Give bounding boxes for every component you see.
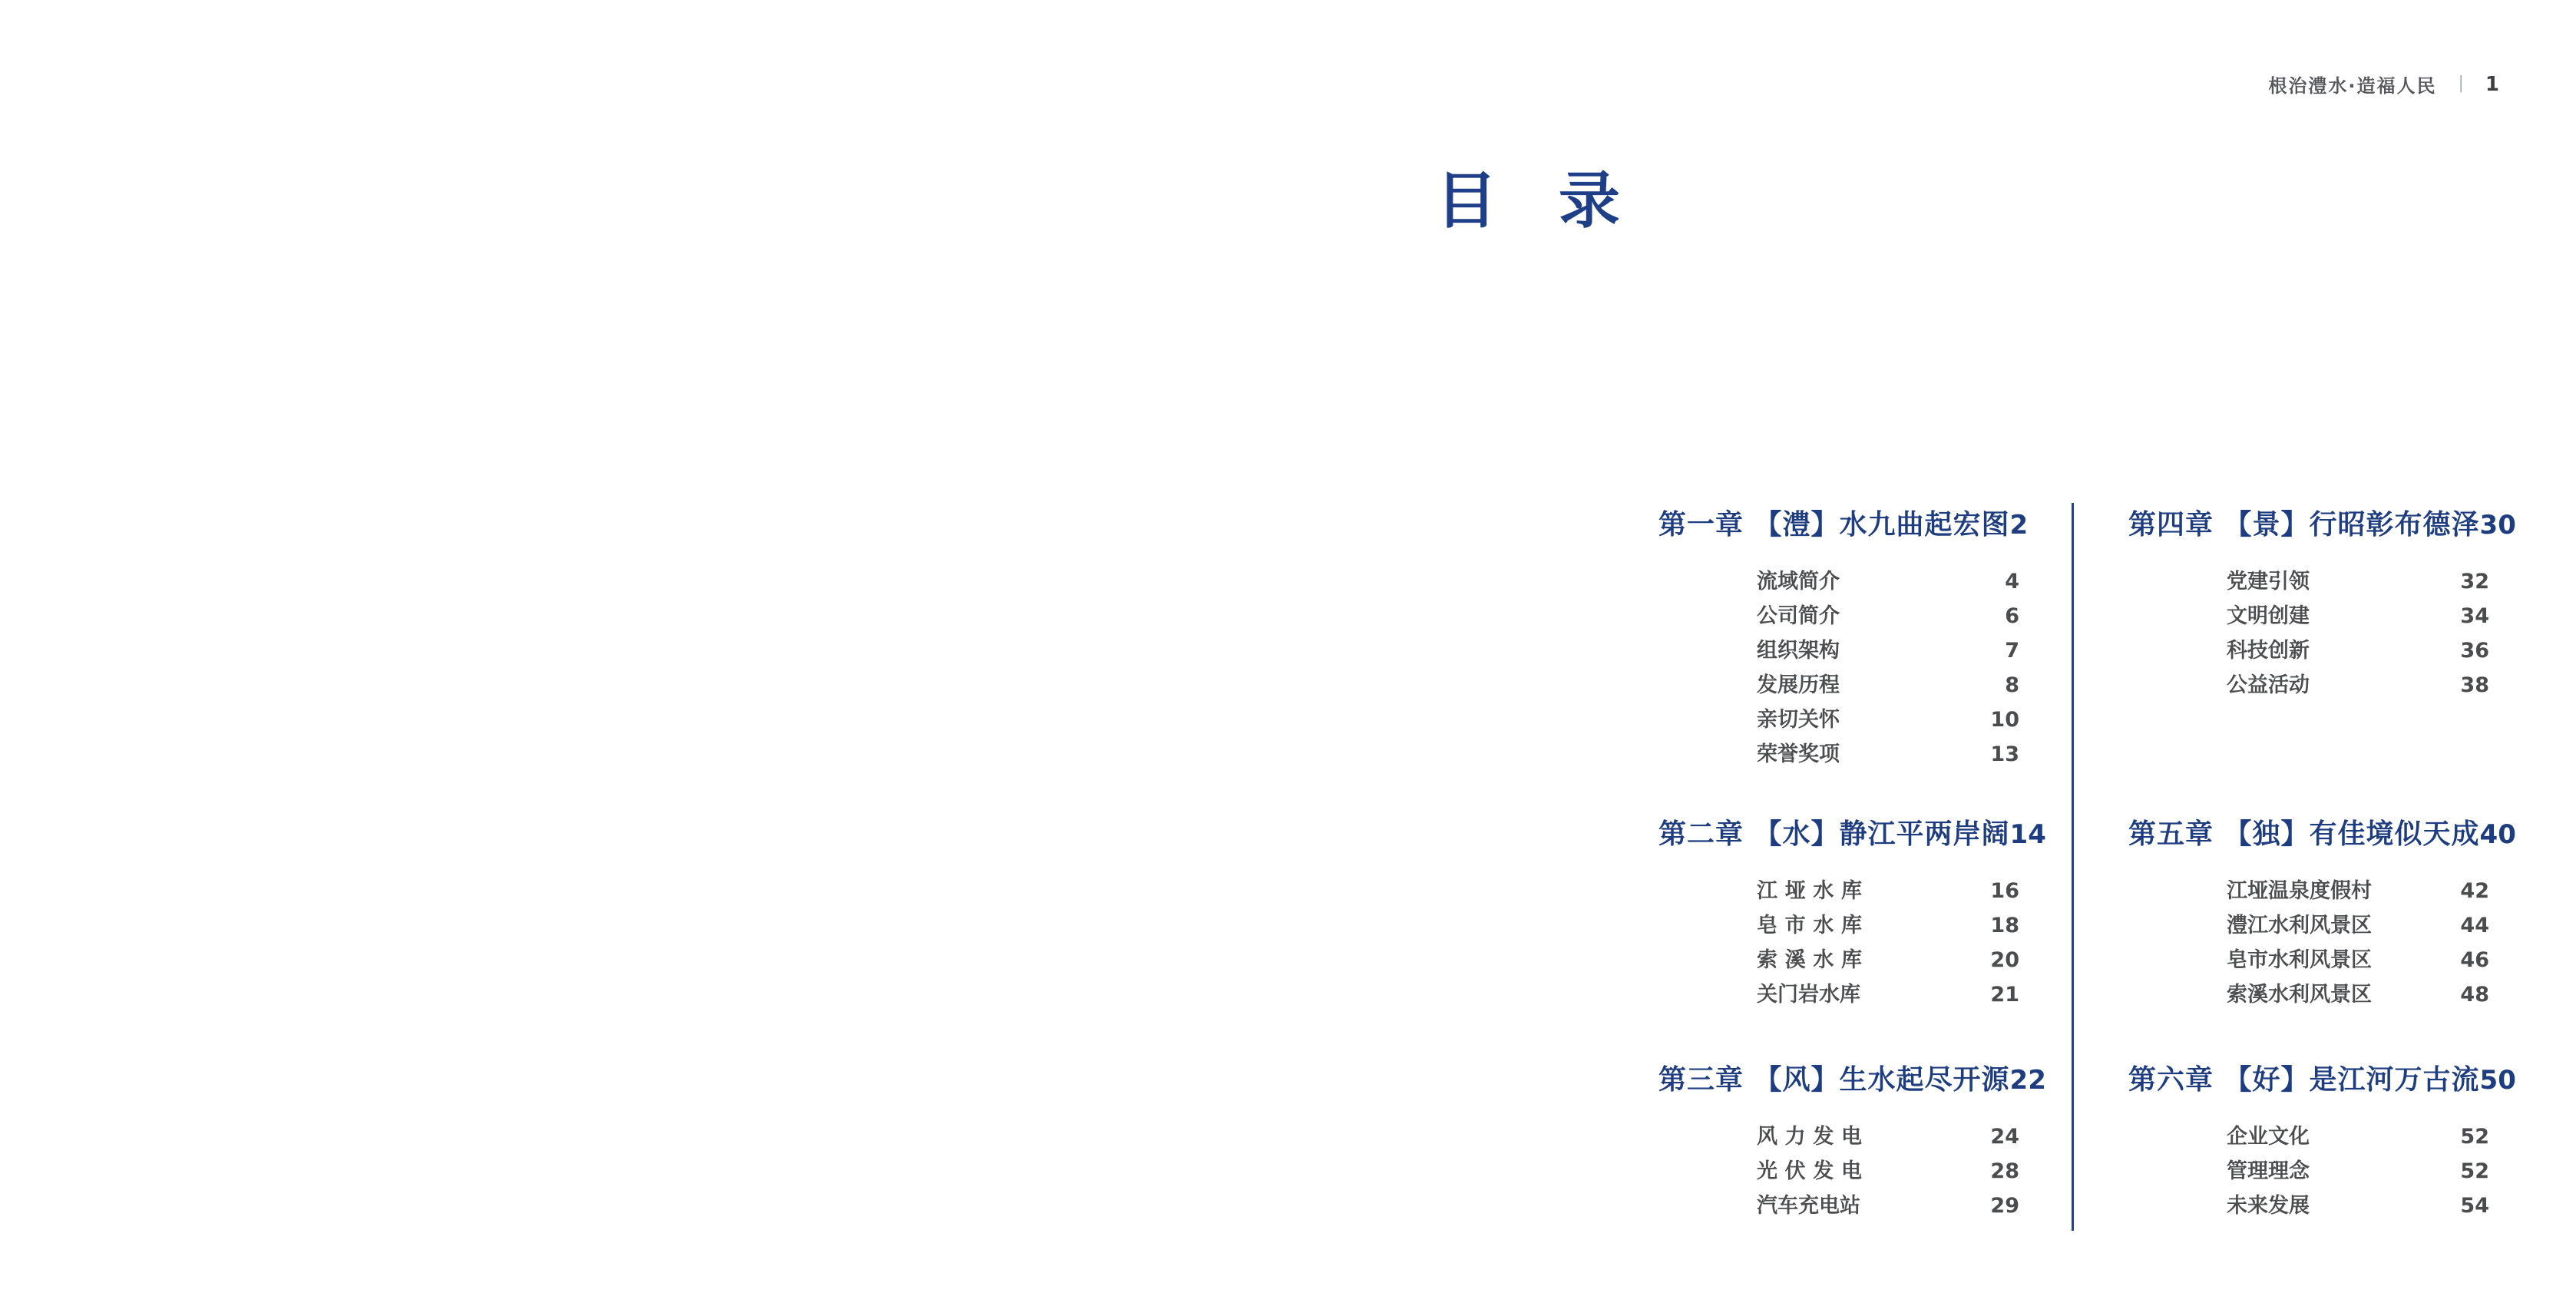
entry-page-number: 48 — [2460, 983, 2489, 1007]
chapter-items — [1757, 1119, 2019, 1223]
entry-page-number: 7 — [2005, 639, 2019, 663]
entry-page-number: 21 — [1990, 983, 2019, 1007]
toc-entry — [2227, 1189, 2489, 1223]
toc-entry — [1757, 564, 2019, 599]
entry-page-number: 16 — [1990, 879, 2019, 904]
toc-entry — [2227, 668, 2489, 703]
chapter-title: 第三章 【风】生水起尽开源 — [1658, 1064, 2010, 1096]
entry-page-number: 44 — [2460, 914, 2489, 938]
entry-page-number: 36 — [2460, 639, 2489, 663]
toc-entry — [2227, 1119, 2489, 1154]
toc-entry — [2227, 874, 2489, 908]
chapter-page-number: 50 — [2479, 1065, 2516, 1096]
toc-entry — [2227, 633, 2489, 668]
chapter-heading — [2128, 818, 2516, 851]
entry-page-number: 4 — [2005, 570, 2019, 594]
entry-label: 组织架构 — [1757, 639, 1840, 663]
entry-label: 文明创建 — [2227, 604, 2310, 629]
chapter-block-6 — [2128, 1064, 2516, 1223]
running-header — [2268, 71, 2499, 98]
column-divider-line — [2072, 503, 2074, 1231]
page-title: 目 录 — [1436, 165, 1623, 236]
entry-label: 公司简介 — [1757, 604, 1840, 629]
chapter-items — [2227, 1119, 2489, 1223]
chapter-items — [1757, 564, 2019, 772]
chapter-heading — [1658, 818, 2046, 851]
chapter-title: 第五章 【独】有佳境似天成 — [2128, 818, 2480, 850]
entry-page-number: 32 — [2460, 570, 2489, 594]
chapter-heading — [1658, 1064, 2046, 1096]
entry-page-number: 46 — [2460, 948, 2489, 973]
entry-label: 党建引领 — [2227, 570, 2310, 594]
entry-page-number: 13 — [1990, 742, 2019, 767]
toc-entry — [2227, 977, 2489, 1012]
chapter-block-2 — [1658, 818, 2046, 1012]
entry-label: 关门岩水库 — [1757, 983, 1860, 1007]
entry-page-number: 42 — [2460, 879, 2489, 904]
entry-label: 亲切关怀 — [1757, 708, 1840, 732]
chapter-title: 第六章 【好】是江河万古流 — [2128, 1064, 2480, 1096]
entry-label: 皂市水利风景区 — [2227, 948, 2372, 973]
toc-entry — [1757, 943, 2019, 977]
entry-page-number: 28 — [1990, 1159, 2019, 1184]
chapter-items — [2227, 874, 2489, 1012]
entry-label: 光伏发电 — [1757, 1159, 1862, 1184]
entry-label: 科技创新 — [2227, 639, 2310, 663]
toc-entry — [2227, 599, 2489, 633]
chapter-items — [1757, 874, 2019, 1012]
toc-entry — [1757, 599, 2019, 633]
toc-entry — [1757, 633, 2019, 668]
entry-label: 公益活动 — [2227, 673, 2310, 698]
entry-label: 发展历程 — [1757, 673, 1840, 698]
toc-entry — [1757, 703, 2019, 737]
toc-entry — [2227, 908, 2489, 943]
chapter-page-number: 30 — [2479, 510, 2516, 541]
entry-page-number: 54 — [2460, 1194, 2489, 1218]
page-number: 1 — [2485, 72, 2499, 96]
entry-page-number: 52 — [2460, 1125, 2489, 1149]
entry-page-number: 6 — [2005, 604, 2019, 629]
chapter-block-1 — [1658, 509, 2029, 772]
chapter-title: 第二章 【水】静江平两岸阔 — [1658, 818, 2010, 850]
chapter-page-number: 40 — [2479, 819, 2516, 850]
entry-label: 索溪水利风景区 — [2227, 983, 2372, 1007]
entry-label: 企业文化 — [2227, 1125, 2310, 1149]
toc-entry — [1757, 977, 2019, 1012]
chapter-block-4 — [2128, 509, 2516, 703]
entry-label: 澧江水利风景区 — [2227, 914, 2372, 938]
entry-page-number: 38 — [2460, 673, 2489, 698]
entry-label: 汽车充电站 — [1757, 1194, 1860, 1218]
document-slogan: 根治澧水·造福人民 — [2268, 75, 2437, 97]
chapter-title: 第一章 【澧】水九曲起宏图 — [1658, 509, 2010, 541]
entry-page-number: 34 — [2460, 604, 2489, 629]
toc-entry — [1757, 1119, 2019, 1154]
entry-label: 管理理念 — [2227, 1159, 2310, 1184]
entry-label: 风力发电 — [1757, 1125, 1862, 1149]
chapter-block-3 — [1658, 1064, 2046, 1223]
toc-entry — [2227, 1154, 2489, 1189]
chapter-title: 第四章 【景】行昭彰布德泽 — [2128, 509, 2480, 541]
header-separator-bar: | — [2458, 74, 2464, 93]
entry-page-number: 18 — [1990, 914, 2019, 938]
toc-entry — [1757, 737, 2019, 772]
chapter-heading — [1658, 509, 2029, 541]
chapter-page-number: 2 — [2009, 510, 2029, 541]
entry-label: 江垭温泉度假村 — [2227, 879, 2372, 904]
entry-page-number: 52 — [2460, 1159, 2489, 1184]
entry-page-number: 29 — [1990, 1194, 2019, 1218]
entry-page-number: 10 — [1990, 708, 2019, 732]
chapter-heading — [2128, 509, 2516, 541]
chapter-page-number: 22 — [2009, 1065, 2046, 1096]
toc-entry — [1757, 908, 2019, 943]
chapter-heading — [2128, 1064, 2516, 1096]
chapter-block-5 — [2128, 818, 2516, 1012]
toc-entry — [1757, 1189, 2019, 1223]
entry-page-number: 24 — [1990, 1125, 2019, 1149]
toc-entry — [2227, 943, 2489, 977]
entry-label: 荣誉奖项 — [1757, 742, 1840, 767]
toc-entry — [2227, 564, 2489, 599]
entry-label: 皂市水库 — [1757, 914, 1862, 938]
entry-label: 江垭水库 — [1757, 879, 1862, 904]
entry-page-number: 20 — [1990, 948, 2019, 973]
toc-entry — [1757, 874, 2019, 908]
entry-label: 索溪水库 — [1757, 948, 1862, 973]
chapter-items — [2227, 564, 2489, 703]
entry-page-number: 8 — [2005, 673, 2019, 698]
toc-entry — [1757, 1154, 2019, 1189]
entry-label: 未来发展 — [2227, 1194, 2310, 1218]
chapter-page-number: 14 — [2009, 819, 2046, 850]
toc-entry — [1757, 668, 2019, 703]
entry-label: 流域简介 — [1757, 570, 1840, 594]
